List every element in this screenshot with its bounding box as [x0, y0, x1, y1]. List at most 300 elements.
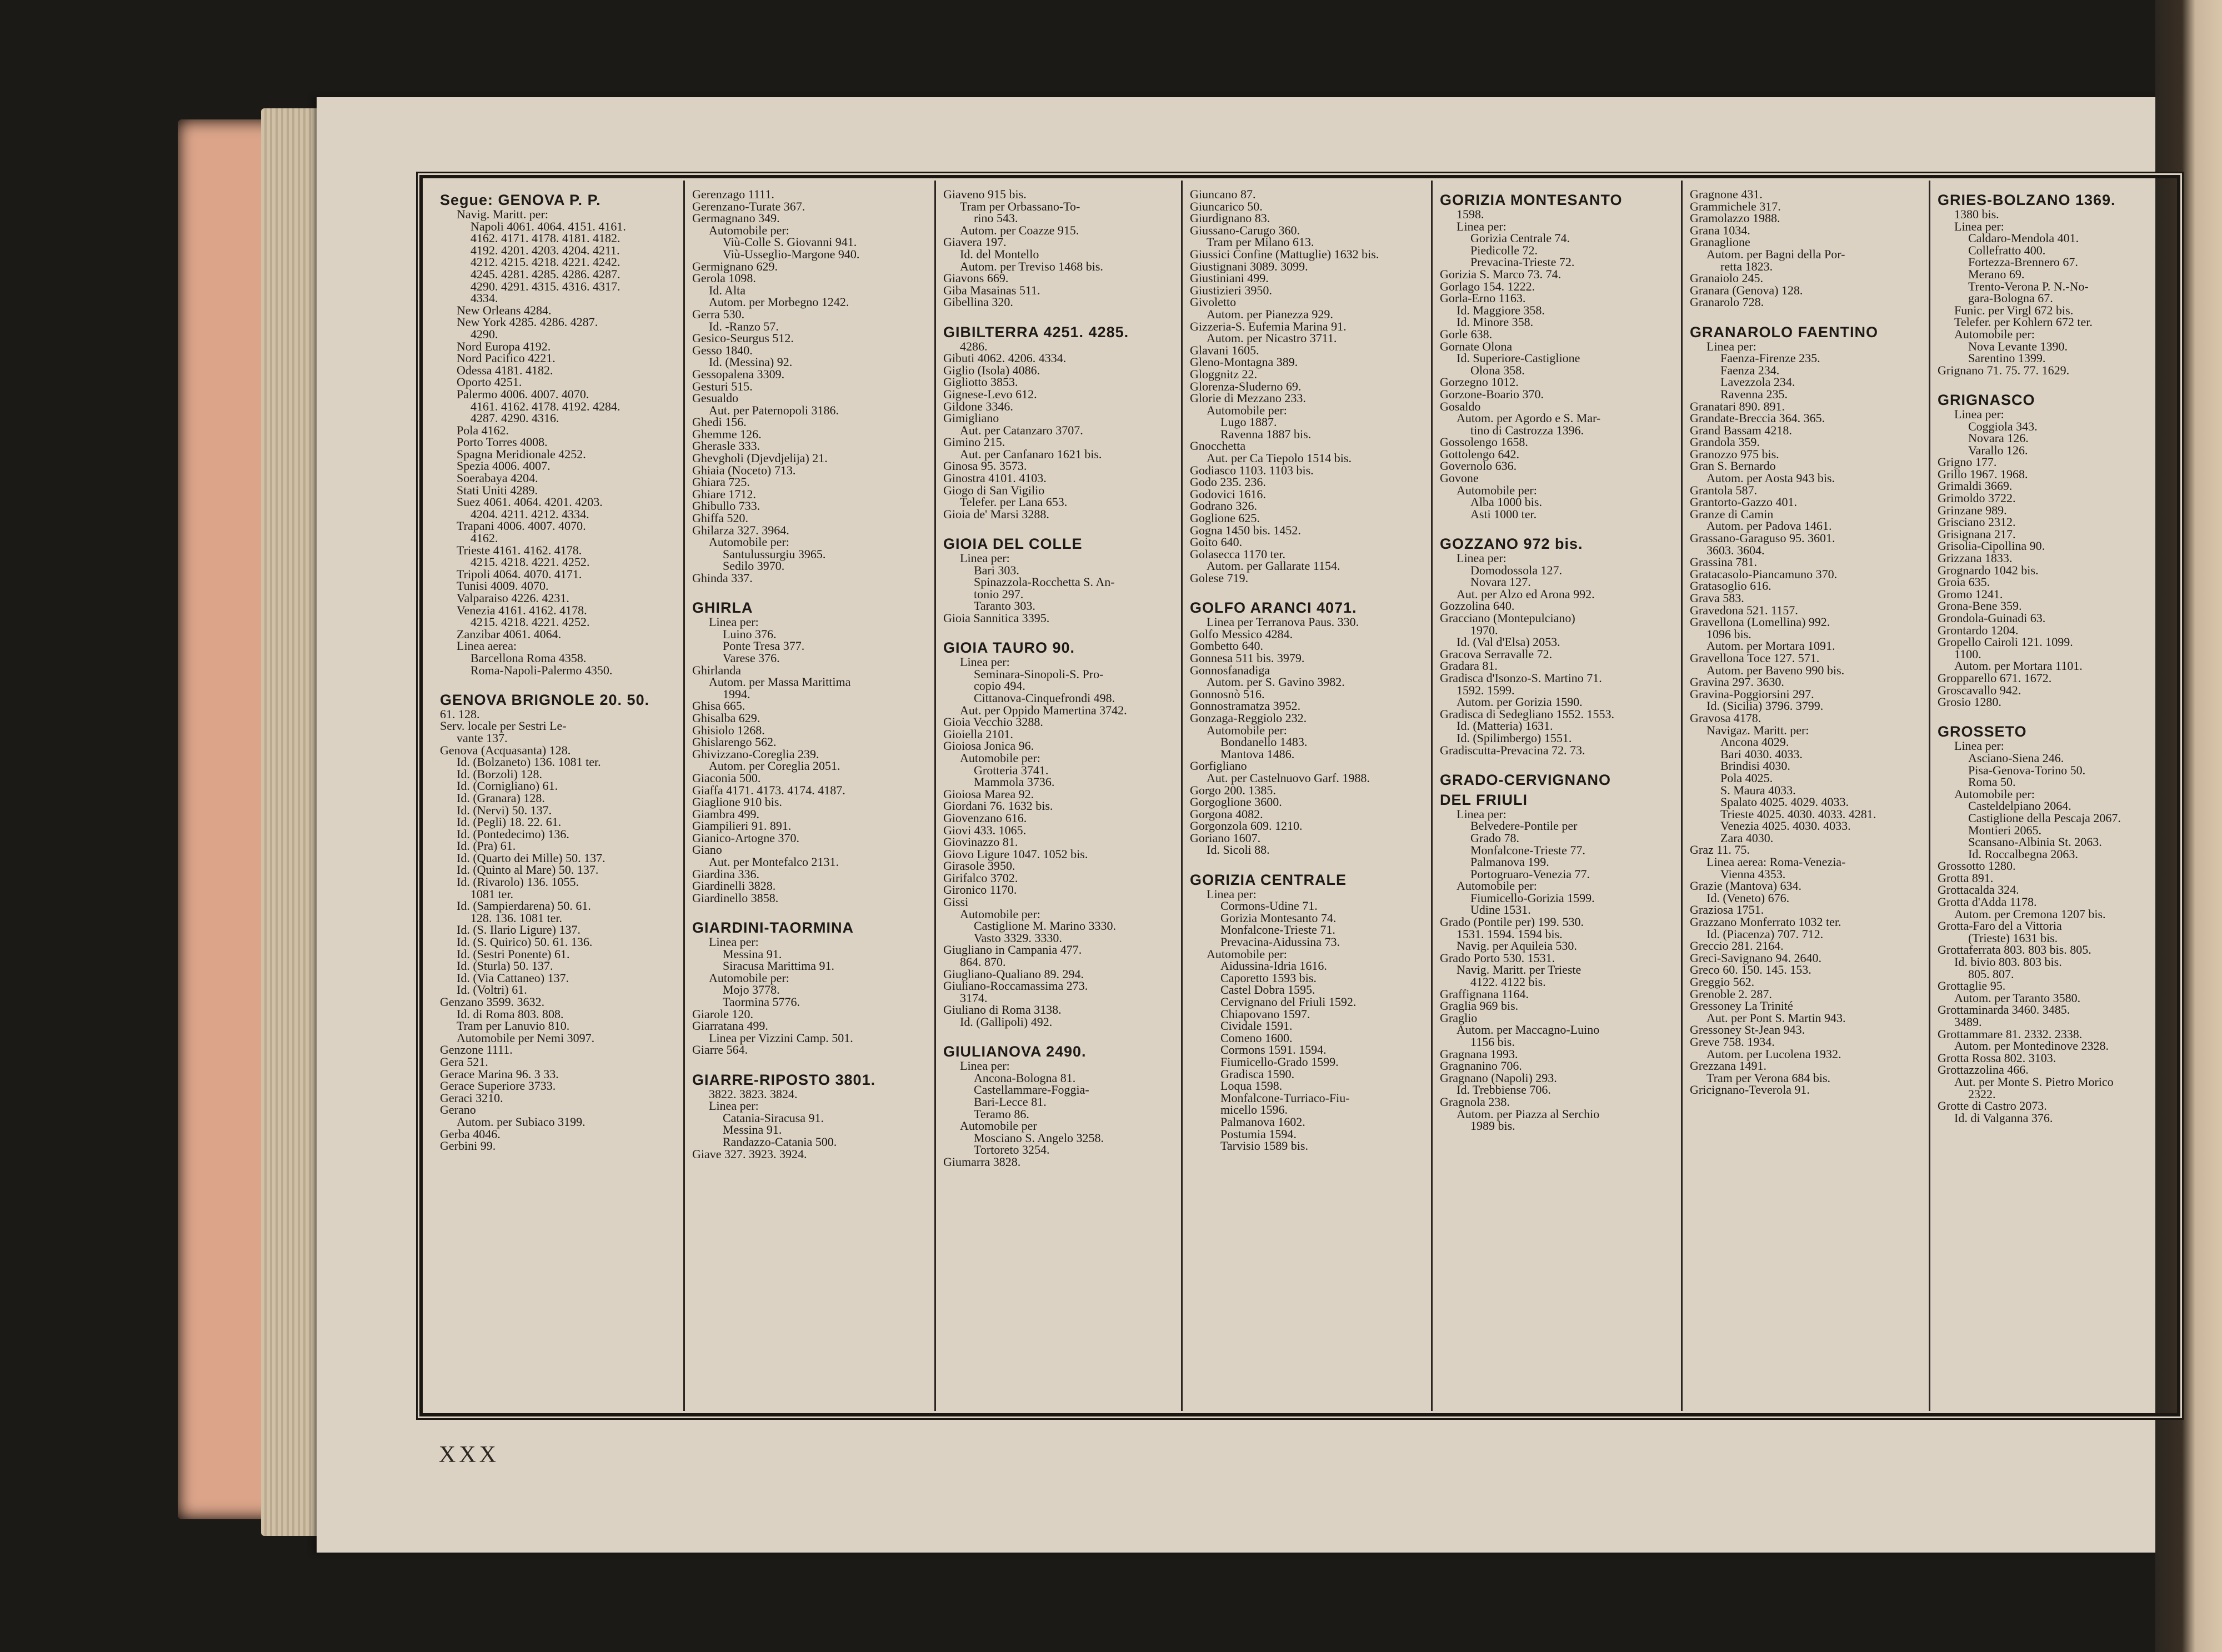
- index-entry: Id. (Rivarolo) 136. 1055.: [457, 875, 579, 889]
- index-entry: Id. Maggiore 358.: [1457, 303, 1545, 317]
- index-entry: Autom. per Montedinove 2328.: [1954, 1039, 2109, 1053]
- index-entry: Giaconia 500.: [692, 770, 761, 785]
- index-entry: Ghiffa 520.: [692, 511, 749, 525]
- index-entry: Gianico-Artogne 370.: [692, 830, 800, 845]
- index-entry: Napoli 4061. 4064. 4151. 4161.: [471, 219, 626, 233]
- index-entry: Ancona 4029.: [1720, 735, 1789, 749]
- index-entry: Gonnosnò 516.: [1190, 687, 1265, 701]
- index-entry: Navig. per Aquileia 530.: [1457, 939, 1577, 953]
- index-entry: Greci-Savignano 94. 2640.: [1690, 950, 1822, 965]
- index-entry: tino di Castrozza 1396.: [1470, 423, 1584, 437]
- index-entry: Trieste 4025. 4030. 4033. 4281.: [1720, 807, 1876, 821]
- index-entry: Giave 327. 3923. 3924.: [692, 1147, 807, 1161]
- index-entry: Gradara 81.: [1440, 659, 1498, 673]
- index-entry: [692, 584, 931, 597]
- index-entry: Ghedi 156.: [692, 415, 747, 429]
- index-entry: Id. Minore 358.: [1457, 315, 1534, 329]
- index-entry: Id. (Nervi) 50. 137.: [457, 803, 552, 817]
- index-entry: Ponte Tresa 377.: [723, 639, 805, 653]
- index-entry: Gnocchetta: [1190, 439, 1246, 453]
- index-entry: Gragnola 238.: [1440, 1094, 1510, 1109]
- index-entry: Giugliano in Campania 477.: [943, 943, 1082, 957]
- index-entry: Gropparello 671. 1672.: [1938, 670, 2052, 685]
- index-entry: (Trieste) 1631 bis.: [1968, 930, 2058, 945]
- index-entry: Girifalco 3702.: [943, 870, 1018, 885]
- index-entry: Merano 69.: [1968, 267, 2025, 281]
- index-entry: 4162.: [471, 531, 498, 545]
- index-entry: Postumia 1594.: [1220, 1127, 1297, 1141]
- index-entry: Seminara-Sinopoli-S. Pro-: [974, 667, 1104, 681]
- index-entry: Caldaro-Mendola 401.: [1968, 231, 2079, 246]
- index-entry: Fiumicello-Gorizia 1599.: [1470, 890, 1595, 905]
- index-entry: Udine 1531.: [1470, 903, 1531, 917]
- station-heading: GOLFO ARANCI 4071.: [1190, 599, 1357, 617]
- index-entry: Tarvisio 1589 bis.: [1220, 1139, 1308, 1153]
- index-entry: Castel Dobra 1595.: [1220, 983, 1315, 997]
- index-entry: Gravosa 4178.: [1690, 710, 1761, 725]
- index-entry: Venezia 4025. 4030. 4033.: [1720, 819, 1851, 833]
- index-entry: Grillo 1967. 1968.: [1938, 467, 2028, 481]
- index-entry: Giavons 669.: [943, 271, 1009, 286]
- index-entry: Linea per:: [960, 551, 1010, 565]
- index-entry: Aut. per Alzo ed Arona 992.: [1457, 587, 1595, 601]
- index-entry: Oporto 4251.: [457, 375, 522, 389]
- index-entry: 4215. 4218. 4221. 4252.: [471, 615, 590, 629]
- index-entry: Faenza 234.: [1720, 363, 1780, 377]
- index-entry: 4215. 4218. 4221. 4252.: [471, 555, 590, 569]
- index-entry: Palmanova 199.: [1470, 855, 1549, 869]
- index-entry: Grossotto 1280.: [1938, 859, 2016, 873]
- index-entry: Fiumicello-Grado 1599.: [1220, 1054, 1339, 1069]
- station-heading: GIULIANOVA 2490.: [943, 1043, 1087, 1060]
- index-entry: Portogruaro-Venezia 77.: [1470, 867, 1590, 881]
- index-entry: Grotteria 3741.: [974, 763, 1049, 777]
- index-entry: Golese 719.: [1190, 571, 1249, 585]
- index-entry: Autom. per Aosta 943 bis.: [1706, 471, 1835, 485]
- index-entry: Automobile per:: [1457, 879, 1537, 893]
- index-entry: Loqua 1598.: [1220, 1079, 1283, 1093]
- index-entry: Linea per:: [1706, 339, 1756, 353]
- index-entry: Germagnano 349.: [692, 211, 780, 226]
- index-entry: New Orleans 4284.: [457, 303, 552, 317]
- index-entry: vante 137.: [457, 730, 508, 745]
- index-entry: Montieri 2065.: [1968, 823, 2041, 837]
- index-entry: Glavani 1605.: [1190, 343, 1259, 357]
- column-rule: [1681, 181, 1683, 1411]
- index-entry: Monfalcone-Trieste 77.: [1470, 843, 1585, 857]
- index-entry: Giarole 120.: [692, 1007, 753, 1021]
- index-entry: Spagna Meridionale 4252.: [457, 447, 586, 461]
- index-entry: Linea per Terranova Paus. 330.: [1207, 615, 1359, 629]
- index-column-7: [1931, 185, 2175, 1407]
- index-entry: 4161. 4162. 4178. 4192. 4284.: [471, 399, 620, 413]
- index-entry: Giovi 433. 1065.: [943, 823, 1027, 837]
- index-entry: Autom. per Mortara 1101.: [1954, 659, 2083, 673]
- index-entry: Tram per Verona 684 bis.: [1706, 1070, 1831, 1085]
- station-heading: GORIZIA MONTESANTO: [1440, 192, 1623, 208]
- index-column-1: [433, 185, 684, 1407]
- index-entry: Giustizieri 3950.: [1190, 283, 1272, 297]
- index-entry: Ghinda 337.: [692, 571, 753, 585]
- index-entry: 1598.: [1457, 207, 1484, 221]
- index-entry: Id. (Matteria) 1631.: [1457, 719, 1553, 733]
- index-entry: Gorizia Centrale 74.: [1470, 231, 1570, 246]
- index-entry: Id. (Quinto al Mare) 50. 137.: [457, 863, 599, 877]
- index-entry: Autom. per Gallarate 1154.: [1207, 559, 1340, 573]
- index-entry: Zara 4030.: [1720, 830, 1774, 845]
- index-entry: Gropello Cairoli 121. 1099.: [1938, 635, 2073, 649]
- index-entry: Grisignana 217.: [1938, 527, 2016, 541]
- index-entry: Cittanova-Cinquefrondi 498.: [974, 690, 1115, 705]
- index-entry: Gorzegno 1012.: [1440, 375, 1519, 389]
- index-entry: Spalato 4025. 4029. 4033.: [1720, 795, 1849, 809]
- index-entry: Pola 4162.: [457, 423, 509, 437]
- index-entry: Autom. per Treviso 1468 bis.: [960, 259, 1103, 273]
- index-entry: Gorzone-Boario 370.: [1440, 387, 1544, 401]
- index-entry: Id. (Val d'Elsa) 2053.: [1457, 635, 1560, 649]
- index-entry: [943, 520, 1178, 532]
- index-entry: Id. (Sestri Ponente) 61.: [457, 947, 570, 961]
- index-entry: Id. (Pra) 61.: [457, 839, 516, 853]
- column-rule: [934, 181, 936, 1411]
- index-entry: Giussici Confine (Mattuglie) 1632 bis.: [1190, 247, 1379, 261]
- index-entry: Id. (Granara) 128.: [457, 790, 545, 805]
- index-entry: [692, 904, 931, 916]
- index-entry: Id. (Quarto dei Mille) 50. 137.: [457, 850, 605, 865]
- index-entry: Grottammare 81. 2332. 2338.: [1938, 1027, 2083, 1041]
- index-entry: Autom. per Coazze 915.: [960, 223, 1079, 237]
- index-entry: Grondola-Guinadi 63.: [1938, 611, 2046, 625]
- index-entry: 1970.: [1470, 623, 1498, 637]
- index-entry: Greccio 281. 2164.: [1690, 939, 1784, 953]
- index-entry: Gottolengo 642.: [1440, 447, 1519, 461]
- index-entry: Gildone 3346.: [943, 399, 1013, 413]
- column-rule: [1929, 181, 1930, 1411]
- index-entry: Gressoney La Trinité: [1690, 999, 1793, 1013]
- index-entry: Govone: [1440, 471, 1479, 485]
- index-entry: Automobile per:: [1207, 723, 1287, 737]
- index-entry: Gerba 4046.: [440, 1127, 501, 1141]
- index-entry: Giuncano 87.: [1190, 187, 1256, 201]
- index-entry: Automobile per Nemi 3097.: [457, 1030, 595, 1045]
- index-entry: Barcellona Roma 4358.: [471, 650, 587, 665]
- index-entry: Automobile per:: [1954, 787, 2035, 801]
- index-entry: Id. (Messina) 92.: [709, 355, 793, 369]
- index-entry: Id. (Pegli) 18. 22. 61.: [457, 815, 562, 829]
- station-heading: GIOIA DEL COLLE: [943, 535, 1083, 553]
- index-entry: Prevacina-Trieste 72.: [1470, 255, 1575, 269]
- station-heading: GROSSETO: [1938, 723, 2027, 740]
- index-entry: Golasecca 1170 ter.: [1190, 547, 1286, 561]
- index-entry: Ghiare 1712.: [692, 487, 756, 501]
- index-entry: Gonnesa 511 bis. 3979.: [1190, 650, 1305, 665]
- index-entry: Siracusa Marittima 91.: [723, 959, 835, 973]
- index-entry: Aidussina-Idria 1616.: [1220, 959, 1327, 973]
- index-entry: Automobile per:: [1954, 327, 2035, 341]
- index-entry: Giardinelli 3828.: [692, 879, 776, 893]
- index-entry: Sedilo 3970.: [723, 559, 785, 573]
- index-entry: Id. -Ranzo 57.: [709, 319, 779, 333]
- index-entry: 1592. 1599.: [1457, 683, 1515, 697]
- index-entry: Id. (Sicilia) 3796. 3799.: [1706, 699, 1824, 713]
- index-entry: Gragnano (Napoli) 293.: [1440, 1070, 1557, 1085]
- index-entry: Granozzo 975 bis.: [1690, 447, 1779, 461]
- index-entry: Autom. per Agordo e S. Mar-: [1457, 411, 1601, 425]
- index-entry: Spezia 4006. 4007.: [457, 459, 551, 473]
- index-column-6: [1683, 185, 1930, 1407]
- index-entry: Grezzana 1491.: [1690, 1059, 1767, 1073]
- index-entry: Aut. per Castelnuovo Garf. 1988.: [1207, 770, 1370, 785]
- index-entry: Aut. per Montefalco 2131.: [709, 855, 839, 869]
- index-entry: Automobile per:: [960, 907, 1040, 921]
- index-entry: Tunisi 4009. 4070.: [457, 579, 549, 593]
- index-entry: Automobile per:: [709, 970, 789, 985]
- index-entry: Giustignani 3089. 3099.: [1190, 259, 1308, 273]
- index-entry: Telefer. per Kohlern 672 ter.: [1954, 315, 2093, 329]
- index-entry: Ghiara 725.: [692, 475, 750, 489]
- index-entry: Serv. locale per Sestri Le-: [440, 719, 567, 733]
- index-entry: Groia 635.: [1938, 575, 1990, 589]
- index-entry: Viù-Usseglio-Margone 940.: [723, 247, 860, 261]
- index-entry: Varese 376.: [723, 650, 780, 665]
- index-entry: Giovo Ligure 1047. 1052 bis.: [943, 847, 1088, 861]
- index-entry: Linea per:: [1457, 219, 1507, 233]
- index-entry: Granarolo 728.: [1690, 295, 1764, 309]
- index-entry: Grantorto-Gazzo 401.: [1690, 495, 1798, 509]
- index-entry: Alba 1000 bis.: [1470, 495, 1542, 509]
- index-entry: Giugliano-Qualiano 89. 294.: [943, 967, 1084, 981]
- index-entry: Aut. per Canfanaro 1621 bis.: [960, 447, 1102, 461]
- index-entry: Godrano 326.: [1190, 499, 1257, 513]
- index-entry: Giba Masainas 511.: [943, 283, 1040, 297]
- index-entry: Givoletto: [1190, 295, 1237, 309]
- index-entry: Nova Levante 1390.: [1968, 339, 2068, 353]
- index-entry: Telefer. per Lana 653.: [960, 495, 1068, 509]
- index-entry: Giampilieri 91. 891.: [692, 819, 792, 833]
- index-entry: Vienna 4353.: [1720, 867, 1786, 881]
- index-entry: Goglione 625.: [1190, 511, 1260, 525]
- index-entry: 3489.: [1954, 1015, 1982, 1029]
- index-entry: 4287. 4290. 4316.: [471, 411, 559, 425]
- index-entry: Granaglione: [1690, 235, 1750, 249]
- index-entry: Roma 50.: [1968, 775, 2016, 789]
- index-entry: Santulussurgiu 3965.: [723, 547, 826, 561]
- index-entry: Genzano 3599. 3632.: [440, 995, 545, 1009]
- index-entry: Id. Sicoli 88.: [1207, 843, 1270, 857]
- index-entry: Vasto 3329. 3330.: [974, 930, 1062, 945]
- index-entry: Graffignana 1164.: [1440, 987, 1529, 1001]
- index-entry: Giardina 336.: [692, 867, 759, 881]
- index-entry: Ancona-Bologna 81.: [974, 1070, 1076, 1085]
- index-entry: Gradisca di Sedegliano 1552. 1553.: [1440, 707, 1615, 721]
- index-entry: Autom. per Lucolena 1932.: [1706, 1047, 1841, 1061]
- index-entry: Autom. per Subiaco 3199.: [457, 1114, 585, 1129]
- index-entry: Linea per:: [709, 1099, 759, 1113]
- index-entry: Grottaminarda 3460. 3485.: [1938, 1003, 2070, 1017]
- station-heading: GRADO-CERVIGNANO: [1440, 771, 1612, 788]
- index-entry: Asciano-Siena 246.: [1968, 750, 2064, 765]
- index-entry: Groscavallo 942.: [1938, 683, 2021, 697]
- index-entry: Ginostra 4101. 4103.: [943, 471, 1047, 485]
- index-entry: Grand Bassam 4218.: [1690, 423, 1792, 437]
- index-entry: [1190, 856, 1428, 868]
- index-entry: Gossolengo 1658.: [1440, 435, 1528, 449]
- index-entry: Gibuti 4062. 4206. 4334.: [943, 351, 1067, 366]
- index-entry: Gioiosa Marea 92.: [943, 787, 1034, 801]
- index-entry: 4192. 4201. 4203. 4204. 4211.: [471, 243, 620, 257]
- index-entry: Granze di Camin: [1690, 507, 1774, 521]
- index-entry: Domodossola 127.: [1470, 563, 1562, 577]
- index-entry: Graz 11. 75.: [1690, 843, 1750, 857]
- index-entry: Grisciano 2312.: [1938, 515, 2016, 529]
- index-entry: 864. 870.: [960, 955, 1006, 969]
- index-entry: Luino 376.: [723, 627, 777, 641]
- index-entry: Comeno 1600.: [1220, 1030, 1293, 1045]
- index-entry: Spinazzola-Rocchetta S. An-: [974, 575, 1115, 589]
- index-entry: Gignese-Levo 612.: [943, 387, 1037, 401]
- index-entry: Grazzano Monferrato 1032 ter.: [1690, 915, 1841, 929]
- index-entry: Tram per Orbassano-To-: [960, 199, 1080, 213]
- index-entry: Gramolazzo 1988.: [1690, 211, 1780, 226]
- index-entry: S. Maura 4033.: [1720, 783, 1796, 797]
- index-entry: Grandate-Breccia 364. 365.: [1690, 411, 1825, 425]
- index-entry: Autom. per Baveno 990 bis.: [1706, 663, 1845, 677]
- index-entry: Viù-Colle S. Giovanni 941.: [723, 235, 857, 249]
- index-entry: Grantola 587.: [1690, 483, 1757, 497]
- index-entry: 4204. 4211. 4212. 4334.: [471, 507, 589, 521]
- index-entry: 805. 807.: [1968, 967, 2014, 981]
- index-entry: Graziosa 1751.: [1690, 903, 1764, 917]
- station-heading: GORIZIA CENTRALE: [1190, 871, 1347, 888]
- index-entry: Monfalcone-Trieste 71.: [1220, 923, 1335, 937]
- index-entry: Mojo 3778.: [723, 983, 780, 997]
- index-entry: Gorla-Erno 1163.: [1440, 291, 1526, 306]
- index-entry: Linea aerea:: [457, 639, 517, 653]
- index-entry: Girasole 3950.: [943, 859, 1015, 873]
- index-entry: Grammichele 317.: [1690, 199, 1781, 213]
- index-entry: Grassina 781.: [1690, 555, 1757, 569]
- index-entry: Pola 4025.: [1720, 770, 1773, 785]
- index-entry: Grotta 891.: [1938, 870, 1994, 885]
- index-entry: Ghisa 665.: [692, 699, 745, 713]
- index-entry: Fortezza-Brennero 67.: [1968, 255, 2078, 269]
- index-entry: Gromo 1241.: [1938, 587, 2003, 601]
- index-entry: Tram per Lanuvio 810.: [457, 1019, 570, 1033]
- index-entry: Giuncarico 50.: [1190, 199, 1263, 213]
- index-entry: Goito 640.: [1190, 535, 1243, 549]
- page-folio: XXX: [439, 1442, 499, 1468]
- index-entry: Bari 303.: [974, 563, 1019, 577]
- index-entry: [1938, 376, 2171, 388]
- index-entry: Automobile per:: [1207, 947, 1287, 961]
- index-entry: Teramo 86.: [974, 1107, 1029, 1121]
- station-heading: DEL FRIULI: [1440, 791, 1528, 808]
- index-entry: Gigliotto 3853.: [943, 375, 1018, 389]
- index-entry: Trento-Verona P. N.-No-: [1968, 279, 2089, 293]
- index-entry: Palermo 4006. 4007. 4070.: [457, 387, 589, 401]
- index-entry: 4245. 4281. 4285. 4286. 4287.: [471, 267, 620, 281]
- index-entry: Belvedere-Pontile per: [1470, 819, 1578, 833]
- index-entry: Id. (Spilimbergo) 1551.: [1457, 730, 1572, 745]
- index-entry: Ghisalba 629.: [692, 710, 760, 725]
- index-entry: 61. 128.: [440, 707, 480, 721]
- index-entry: Id. di Valganna 376.: [1954, 1110, 2053, 1125]
- index-entry: Gorle 638.: [1440, 327, 1493, 341]
- index-entry: Grotta d'Adda 1178.: [1938, 895, 2037, 909]
- index-entry: Cormons 1591. 1594.: [1220, 1043, 1327, 1057]
- index-entry: Monfalcone-Turriaco-Fiu-: [1220, 1090, 1350, 1105]
- index-entry: Gozzolina 640.: [1440, 599, 1515, 613]
- index-entry: Automobile per:: [1207, 403, 1287, 417]
- index-entry: Palmanova 1602.: [1220, 1114, 1305, 1129]
- index-entry: Linea per:: [1954, 739, 2004, 753]
- index-entry: Grottazzolina 466.: [1938, 1063, 2029, 1077]
- index-entry: Automobile per:: [960, 750, 1040, 765]
- index-entry: Brindisi 4030.: [1720, 759, 1790, 773]
- index-entry: Id. (Gallipoli) 492.: [960, 1015, 1053, 1029]
- index-entry: Greggio 562.: [1690, 975, 1755, 989]
- index-entry: Id. (Sturla) 50. 137.: [457, 959, 553, 973]
- index-entry: Bondanello 1483.: [1220, 735, 1308, 749]
- index-entry: Porto Torres 4008.: [457, 435, 548, 449]
- index-entry: Aut. per Catanzaro 3707.: [960, 423, 1083, 437]
- index-entry: Gorgonzola 609. 1210.: [1190, 819, 1303, 833]
- index-entry: Gravina 297. 3630.: [1690, 675, 1784, 689]
- index-entry: Giumarra 3828.: [943, 1154, 1021, 1169]
- index-entry: Collefratto 400.: [1968, 243, 2046, 257]
- index-entry: Ghivizzano-Coreglia 239.: [692, 747, 819, 761]
- index-entry: Id. (Piacenza) 707. 712.: [1706, 927, 1824, 941]
- index-entry: 1081 ter.: [471, 887, 513, 901]
- index-entry: Olona 358.: [1470, 363, 1525, 377]
- index-entry: Grottacalda 324.: [1938, 883, 2019, 897]
- index-entry: [1690, 308, 1925, 321]
- index-entry: Gioiosa Jonica 96.: [943, 739, 1034, 753]
- index-entry: Gesualdo: [692, 391, 739, 406]
- index-entry: Linea aerea: Roma-Venezia-: [1706, 855, 1846, 869]
- index-entry: Giurdignano 83.: [1190, 211, 1270, 226]
- index-entry: 4286.: [960, 339, 988, 353]
- index-entry: Soerabaya 4204.: [457, 471, 538, 485]
- index-entry: Gerra 530.: [692, 307, 745, 321]
- index-entry: 1994.: [723, 687, 750, 701]
- index-entry: 1096 bis.: [1706, 627, 1751, 641]
- index-entry: Godiasco 1103. 1103 bis.: [1190, 463, 1314, 477]
- index-entry: Id. (Veneto) 676.: [1706, 890, 1790, 905]
- index-entry: Novara 126.: [1968, 431, 2029, 445]
- index-entry: Varallo 126.: [1968, 443, 2028, 457]
- index-entry: Grognardo 1042 bis.: [1938, 563, 2039, 577]
- index-entry: Id. (S. Quirico) 50. 61. 136.: [457, 935, 593, 949]
- index-entry: Id. (Pontedecimo) 136.: [457, 827, 569, 841]
- index-entry: Giovenzano 616.: [943, 810, 1027, 825]
- index-entry: Id. (Via Cattaneo) 137.: [457, 970, 569, 985]
- index-entry: Glorenza-Sluderno 69.: [1190, 379, 1302, 393]
- index-entry: Trieste 4161. 4162. 4178.: [457, 543, 582, 557]
- index-entry: Navig. Maritt. per:: [457, 207, 548, 221]
- index-entry: Cervignano del Friuli 1592.: [1220, 995, 1357, 1009]
- index-entry: Gratasoglio 616.: [1690, 579, 1771, 593]
- index-entry: Grado Porto 530. 1531.: [1440, 950, 1555, 965]
- index-entry: Gratacasolo-Piancamuno 370.: [1690, 567, 1838, 581]
- index-entry: Autom. per Gorizia 1590.: [1457, 695, 1583, 709]
- index-entry: Gerace Superiore 3733.: [440, 1079, 556, 1093]
- index-entry: Venezia 4161. 4162. 4178.: [457, 603, 587, 617]
- index-entry: 4162. 4171. 4178. 4181. 4182.: [471, 231, 620, 246]
- index-entry: Taormina 5776.: [723, 995, 800, 1009]
- station-heading: GENOVA BRIGNOLE 20. 50.: [440, 691, 650, 708]
- index-entry: Grottaferrata 803. 803 bis. 805.: [1938, 943, 2091, 957]
